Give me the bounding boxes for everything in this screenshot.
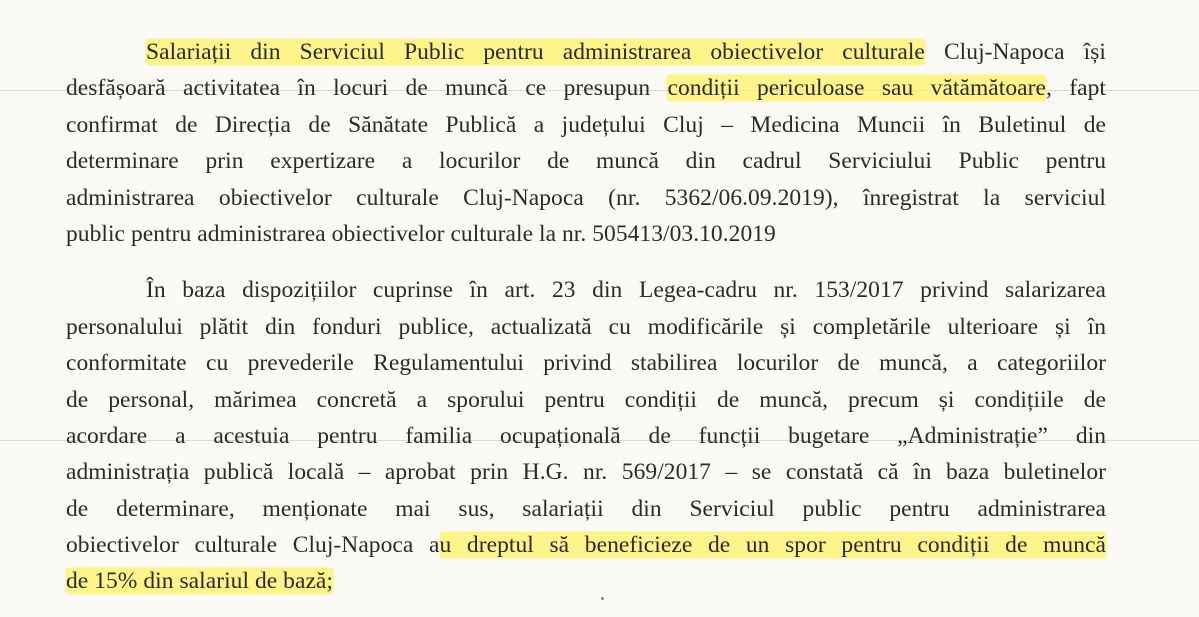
paragraph-1-line-4: determinare prin expertizare a locurilor de muncă din cadrul Serviciului Public pentru	[66, 148, 1106, 175]
text-span: , fapt	[1046, 75, 1106, 102]
paragraph-2-line-8	[66, 527, 1106, 563]
paragraph-1-line-5: administrarea obiectivelor culturale Cluj-Napoca (nr. 5362/06.09.2019), înregistrat la serviciul	[66, 184, 1106, 211]
paragraph-2-line-3: conformitate cu prevederile Regulamentului privind stabilirea locurilor de muncă, a categoriilor	[66, 350, 1106, 377]
paragraph-2-line-5: acordare a acestuia pentru familia ocupațională de funcții bugetare „Administrație” din	[66, 422, 1106, 449]
paragraph-2-line-7: de determinare, menționate mai sus, salariații din Serviciul public pentru administrarea	[66, 495, 1106, 522]
paragraph-2-line-9	[66, 563, 1106, 599]
highlighted-text: de 15% din salariul de bază;	[66, 568, 333, 595]
text-span: desfășoară activitatea în locuri de muncă ce presupun	[66, 75, 668, 102]
highlighted-text: Salariații din Serviciul Public pentru administrarea obiectivelor culturale	[146, 39, 925, 65]
paragraph-2-line-4: de personal, mărimea concretă a sporului pentru condiții de muncă, precum și condițiile de	[66, 386, 1106, 413]
highlighted-text: condiții periculoase sau vătămătoare	[667, 75, 1047, 102]
highlighted-text: u dreptul să beneficieze de un spor pentru condiții de muncă	[439, 532, 1106, 559]
paragraph-1-line-3: confirmat de Direcția de Sănătate Publică a județului Cluj – Medicina Muncii în Buletinul de	[66, 111, 1106, 138]
paragraph-1-line-6: public pentru administrarea obiectivelor culturale la nr. 505413/03.10.2019	[66, 220, 776, 247]
paragraph-1	[66, 34, 1106, 252]
paragraph-2-line-6: administrația publică locală – aprobat prin H.G. nr. 569/2017 – se constată că în baza buletinelor	[66, 459, 1106, 486]
scan-speck	[601, 597, 604, 600]
paragraph-2-line-1: În baza dispozițiilor cuprinse în art. 23 din Legea-cadru nr. 153/2017 privind salarizarea	[146, 277, 1106, 304]
text-span: obiectivelor culturale Cluj-Napoca a	[66, 532, 440, 559]
document-page	[66, 34, 1106, 600]
paragraph-2	[66, 272, 1106, 600]
paragraph-2-line-2: personalului plătit din fonduri publice, actualizată cu modificările și completările ulterioare și în	[66, 313, 1106, 340]
paragraph-gap	[66, 252, 1106, 272]
text-span: Cluj-Napoca își	[924, 39, 1106, 65]
paragraph-1-line-1	[66, 34, 1106, 70]
paragraph-1-line-2	[66, 70, 1106, 106]
